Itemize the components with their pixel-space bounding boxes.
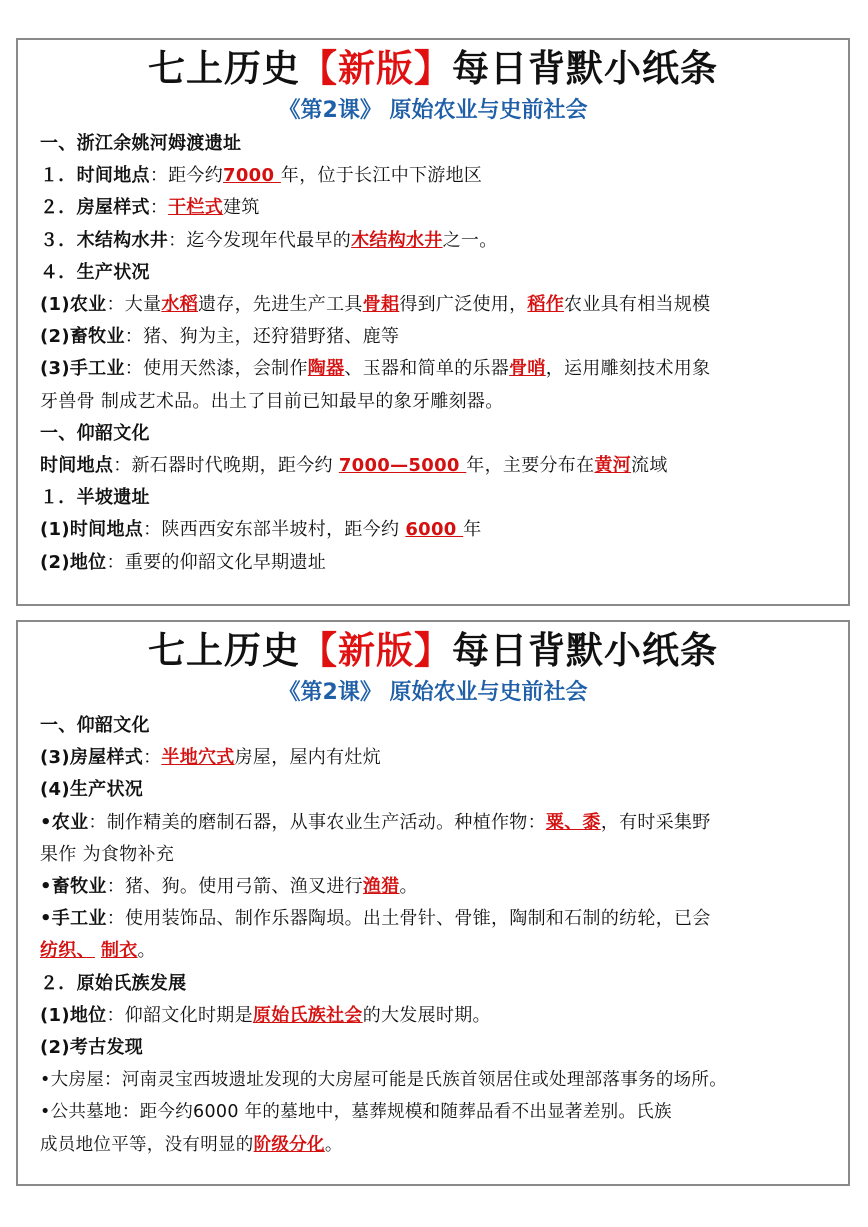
item-label: (1)地位: [40, 1004, 107, 1026]
item-text: 年，主要分布在: [466, 455, 595, 477]
item-label: •手工业: [40, 908, 107, 930]
key-term: 原始氏族社会: [252, 1004, 363, 1026]
key-term: 纺织、: [40, 940, 95, 962]
item-text: 的大发展时期。: [362, 1004, 491, 1026]
item-label: (2)畜牧业: [40, 326, 125, 348]
item-text: ：仰韶文化时期是: [106, 1004, 253, 1026]
item-text: 成员地位平等，没有明显的: [40, 1134, 254, 1155]
card-title: [18, 46, 848, 92]
item-text: ：: [143, 747, 162, 769]
content-line: [18, 547, 848, 579]
section-heading: (4)生产状况: [40, 779, 144, 801]
item-label: •畜牧业: [40, 876, 107, 898]
title-part-1: 七上历史: [148, 47, 300, 90]
item-text: ：使用天然漆，会制作: [124, 358, 308, 380]
key-term: 半地穴式: [161, 747, 235, 769]
content-line: [18, 935, 848, 967]
key-term: 稻作: [527, 294, 565, 316]
item-label: １．时间地点: [40, 165, 150, 187]
key-term: 6000: [405, 519, 464, 541]
title-part-1: 七上历史: [148, 629, 300, 672]
content-line: [18, 807, 848, 839]
memo-card-1: [16, 38, 850, 606]
item-text: ：重要的仰韶文化早期遗址: [106, 551, 327, 573]
title-part-new-edition: 【新版】: [300, 629, 452, 672]
item-label: (1)农业: [40, 294, 107, 316]
item-text: ：新石器时代晚期，距今约: [113, 455, 339, 477]
section-heading: ２．原始氏族发展: [40, 972, 187, 994]
item-text: 。: [324, 1134, 343, 1155]
item-label: (3)手工业: [40, 358, 125, 380]
key-term: 黄河: [594, 455, 632, 477]
item-text: ：迄今发现年代最早的: [168, 229, 352, 251]
item-text: ，有时采集野: [600, 811, 711, 833]
card-title: [18, 628, 848, 674]
item-label: (3)房屋样式: [40, 747, 144, 769]
item-label: ２．房屋样式: [40, 197, 150, 219]
section-heading: 一、仰韶文化: [40, 422, 150, 444]
key-term: 渔猎: [362, 876, 400, 898]
section-heading: (2)考古发现: [40, 1037, 144, 1059]
title-part-2: 每日背默小纸条: [452, 47, 718, 90]
key-term: 7000: [223, 165, 281, 187]
content-line: [18, 160, 848, 192]
key-term: 阶级分化: [253, 1134, 325, 1155]
title-part-2: 每日背默小纸条: [452, 629, 718, 672]
item-text: ：猪、狗。使用弓箭、渔叉进行: [106, 876, 363, 898]
item-text: 遗存，先进生产工具: [198, 294, 363, 316]
content-line: [18, 450, 848, 482]
content-line: [18, 1129, 848, 1161]
item-text: 年，位于长江中下游地区: [280, 165, 483, 187]
item-text: 农业具有相当规模: [564, 294, 711, 316]
section-heading: １．半坡遗址: [40, 487, 150, 509]
key-term: 干栏式: [168, 197, 224, 219]
content-line: [18, 353, 848, 385]
item-label: ３．木结构水井: [40, 229, 169, 251]
item-text: ：距今约: [149, 165, 224, 187]
content-line: [18, 903, 848, 935]
content-line: [18, 192, 848, 224]
content-line: [18, 871, 848, 903]
item-text: 之一。: [442, 229, 498, 251]
item-text: 建筑: [223, 197, 260, 219]
lesson-subtitle: 《第2课》 原始农业与史前社会: [278, 98, 588, 123]
section-heading: 一、浙江余姚河姆渡遗址: [40, 133, 242, 154]
content-line: [18, 225, 848, 257]
item-label: (2)地位: [40, 551, 107, 573]
item-text: 流域: [631, 455, 668, 477]
key-term: 粟、黍: [545, 811, 601, 833]
item-text: 、玉器和简单的乐器: [344, 358, 510, 380]
key-term: 陶器: [307, 358, 345, 380]
item-text: ：: [149, 197, 169, 219]
key-term: 木结构水井: [351, 229, 443, 251]
item-text: ：猪、狗为主，还狩猎野猪、鹿等: [124, 326, 400, 348]
key-term: 水稻: [161, 294, 198, 316]
item-text: 。: [399, 876, 418, 898]
item-text: 。: [137, 940, 156, 962]
content-line: •大房屋：河南灵宝西坡遗址发现的大房屋可能是氏族首领居住或处理部落事务的场所。: [40, 1070, 728, 1091]
item-text: ：使用装饰品、制作乐器陶埙。出土骨针、骨锥，陶制和石制的纺轮，已会: [106, 908, 711, 930]
item-text: 年: [463, 519, 482, 541]
section-heading: ４．生产状况: [40, 261, 150, 283]
item-text: ：大量: [106, 294, 162, 316]
item-text: 房屋，屋内有灶炕: [234, 747, 381, 769]
item-text: ，运用雕刻技术用象: [545, 358, 711, 380]
item-text: 得到广泛使用，: [399, 294, 528, 316]
content-line: [18, 321, 848, 353]
content-line: [18, 289, 848, 321]
section-heading: 一、仰韶文化: [40, 715, 150, 736]
memo-card-2: [16, 620, 850, 1186]
title-part-new-edition: 【新版】: [300, 47, 452, 90]
content-line: [18, 514, 848, 546]
item-label: 时间地点: [40, 455, 114, 477]
key-term: 骨哨: [509, 358, 546, 380]
item-text: ：制作精美的磨制石器，从事农业生产活动。种植作物：: [88, 811, 546, 833]
item-label: •农业: [40, 811, 89, 833]
content-line: 果作 为食物补充: [40, 843, 175, 865]
item-text: ：陕西西安东部半坡村，距今约: [143, 519, 406, 541]
key-term: 7000—5000: [338, 455, 467, 477]
content-line: 牙兽骨 制成艺术品。出土了目前已知最早的象牙雕刻器。: [40, 390, 504, 412]
lesson-subtitle: 《第2课》 原始农业与史前社会: [278, 680, 588, 705]
key-term: 骨耜: [362, 294, 400, 316]
content-line: •公共墓地：距今约6000 年的墓地中，墓葬规模和随葬品看不出显著差别。氏族: [40, 1102, 672, 1123]
key-term: 制衣: [100, 940, 138, 962]
content-line: [18, 1000, 848, 1032]
content-line: [18, 742, 848, 774]
item-label: (1)时间地点: [40, 519, 144, 541]
